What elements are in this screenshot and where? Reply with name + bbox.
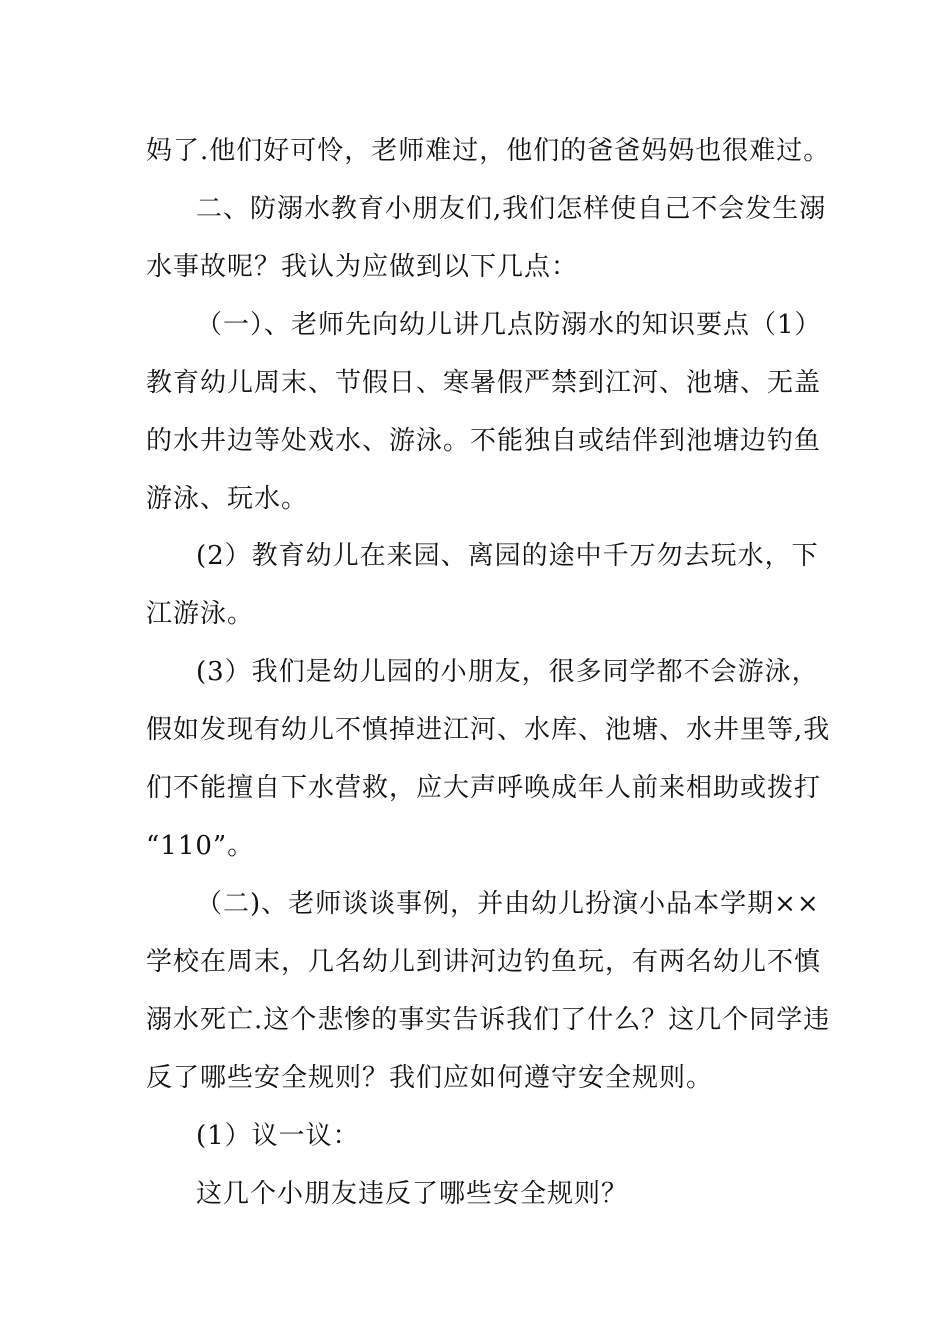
text-line: 江游泳。 (146, 599, 255, 629)
text-line: （一）、老师先向幼儿讲几点防溺水的知识要点（1） (196, 310, 822, 340)
text-line: 二、防溺水教育小朋友们,我们怎样使自己不会发生溺 (196, 194, 827, 224)
text-line: 溺水死亡.这个悲惨的事实告诉我们了什么？这几个同学违 (146, 1005, 831, 1035)
text-line: （二)、老师谈谈事例，并由幼儿扮演小品本学期×× (196, 889, 820, 919)
text-line: 这几个小朋友违反了哪些安全规则？ (196, 1179, 629, 1209)
text-line: 水事故呢？我认为应做到以下几点： (146, 252, 579, 282)
text-line: 教育幼儿周末、节假日、寒暑假严禁到江河、池塘、无盖 (146, 368, 822, 398)
text-line: 妈了.他们好可怜，老师难过，他们的爸爸妈妈也很难过。 (146, 136, 831, 166)
text-line: 学校在周末，几名幼儿到讲河边钓鱼玩，有两名幼儿不慎 (146, 947, 822, 977)
text-line: 游泳、玩水。 (146, 484, 309, 514)
text-line: 假如发现有幼儿不慎掉进江河、水库、池塘、水井里等,我 (146, 715, 831, 745)
text-line: 们不能擅自下水营救，应大声呼唤成年人前来相助或拨打 (146, 773, 822, 803)
text-line: 反了哪些安全规则？我们应如何遵守安全规则。 (146, 1063, 714, 1093)
text-line: 的水井边等处戏水、游泳。不能独自或结伴到池塘边钓鱼 (146, 426, 822, 456)
text-line: “110”。 (146, 831, 255, 861)
text-line: (1）议一议： (196, 1121, 360, 1151)
text-line: (2）教育幼儿在来园、离园的途中千万勿去玩水，下 (196, 541, 819, 571)
text-line: (3）我们是幼儿园的小朋友，很多同学都不会游泳， (196, 657, 819, 687)
